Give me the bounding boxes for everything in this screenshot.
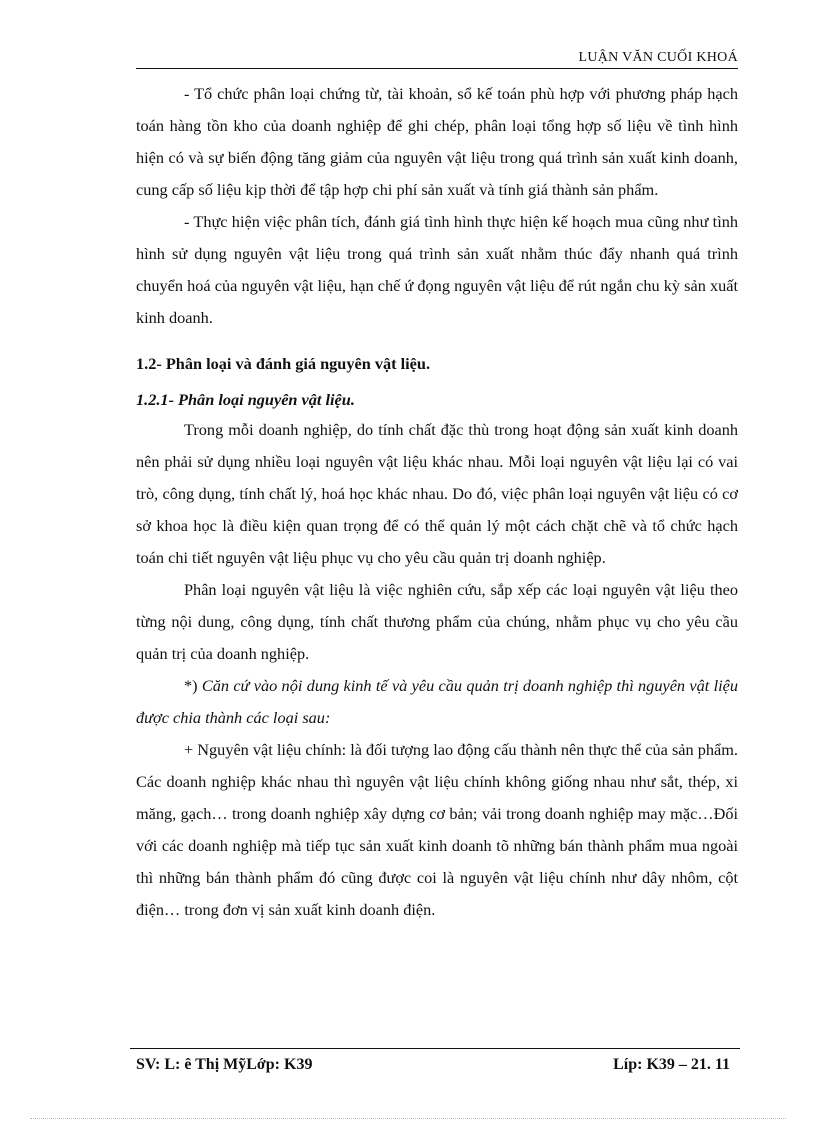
footer-divider [130, 1048, 740, 1049]
list-item-main-materials: + Nguyên vật liệu chính: là đối tượng lao động cấu thành nên thực thể của sản phẩm. Các doanh nghiệp khác nhau thì nguyên vật liệu chính không giống nhau như sắt, thép, xi măng, gạch… trong doanh nghiệp xây dựng cơ bản; vải trong doanh nghiệp may mặc…Đối với các doanh nghiệp mà tiếp tục sản xuất kinh doanh tõ những bán thành phẩm mua ngoài thì những bán thành phẩm đó cũng được coi là nguyên vật liệu chính như dây nhôm, cột điện… trong đơn vị sản xuất kinh doanh điện. [136, 740, 738, 919]
note-prefix: *) [184, 676, 202, 695]
running-header: LUẬN VĂN CUỐI KHOÁ [578, 50, 738, 65]
section-heading: 1.2- Phân loại và đánh giá nguyên vật liệu. [136, 354, 431, 373]
paragraph-3: Trong mỗi doanh nghiệp, do tính chất đặc thù trong hoạt động sản xuất kinh doanh nên phải sử dụng nhiều loại nguyên vật liệu khác nhau. Mỗi loại nguyên vật liệu lại có vai trò, công dụng, tính chất lý, hoá học khác nhau. Do đó, việc phân loại nguyên vật liệu có cơ sở khoa học là điều kiện quan trọng để có thể quản lý một cách chặt chẽ và tổ chức hạch toán chi tiết nguyên vật liệu phục vụ cho yêu cầu quản trị doanh nghiệp. [136, 420, 738, 567]
footer-student: SV: L: ê Thị MỹLớp: K39 [136, 1056, 313, 1073]
subsection-heading: 1.2.1- Phân loại nguyên vật liệu. [136, 390, 355, 409]
paragraph-2: - Thực hiện việc phân tích, đánh giá tình hình thực hiện kế hoạch mua cũng như tình hình sử dụng nguyên vật liệu trong quá trình sản xuất nhằm thúc đẩy nhanh quá trình chuyển hoá của nguyên vật liệu, hạn chế ứ đọng nguyên vật liệu để rút ngắn chu kỳ sản xuất kinh doanh. [136, 212, 738, 327]
header-divider [136, 68, 738, 69]
page-bottom-border [30, 1118, 786, 1119]
paragraph-4: Phân loại nguyên vật liệu là việc nghiên cứu, sắp xếp các loại nguyên vật liệu theo từng nội dung, công dụng, tính chất thương phẩm của chúng, nhằm phục vụ cho yêu cầu quản trị của doanh nghiệp. [136, 580, 738, 663]
note-text: Căn cứ vào nội dung kinh tế và yêu cầu quản trị doanh nghiệp thì nguyên vật liệu được chia thành các loại sau: [136, 676, 738, 727]
paragraph-1: - Tổ chức phân loại chứng từ, tài khoản, sổ kế toán phù hợp với phương pháp hạch toán hàng tồn kho của doanh nghiệp để ghi chép, phân loại tổng hợp số liệu về tình hình hiện có và sự biến động tăng giảm của nguyên vật liệu trong quá trình sản xuất kinh doanh, cung cấp số liệu kịp thời để tập hợp chi phí sản xuất và tính giá thành sản phẩm. [136, 84, 738, 199]
footer-class: Líp: K39 – 21. 11 [613, 1056, 730, 1073]
classification-note [136, 670, 738, 734]
document-body [136, 78, 738, 926]
